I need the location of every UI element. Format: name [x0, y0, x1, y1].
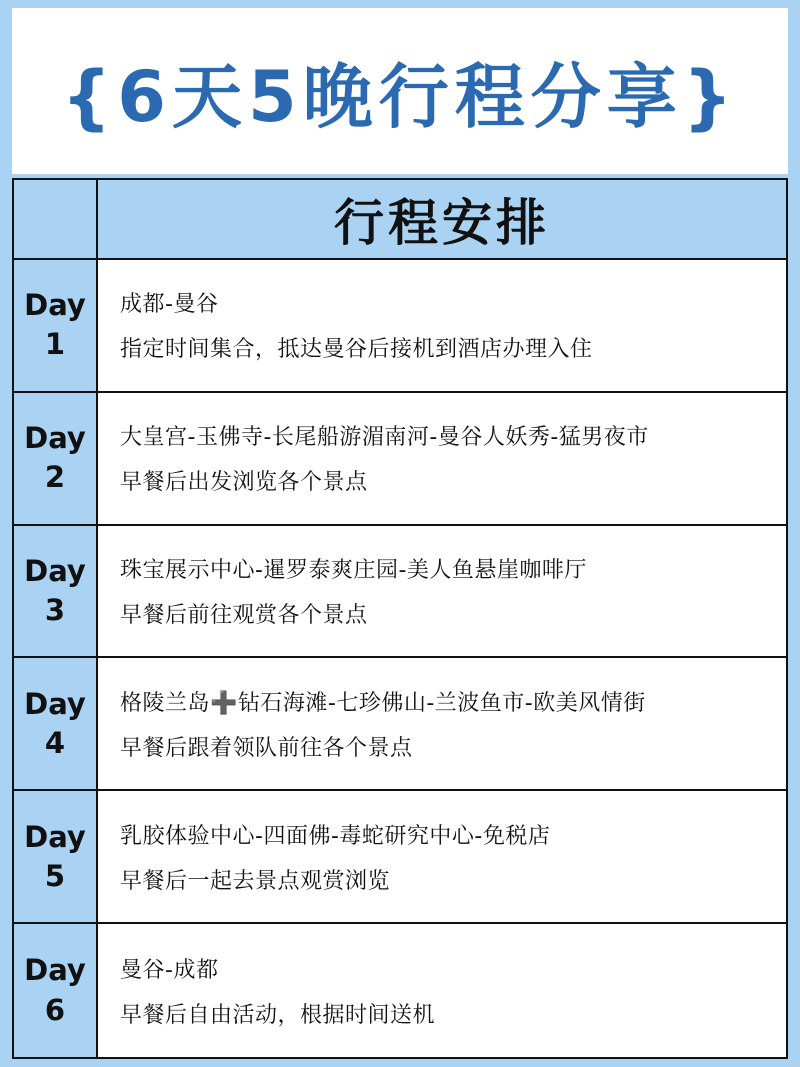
- itinerary-table: [12, 178, 788, 1059]
- day-content-1: [98, 260, 786, 393]
- day-label: Day: [24, 686, 86, 721]
- day-label: Day: [24, 553, 86, 588]
- day-cell-3: [14, 526, 98, 659]
- day-note: 指定时间集合，抵达曼谷后接机到酒店办理入住: [120, 337, 593, 363]
- day-number: 5: [44, 858, 66, 893]
- day-content-3: [98, 526, 786, 659]
- day-route: 乳胶体验中心-四面佛-毒蛇研究中心-免税店: [120, 823, 551, 849]
- day-note: 早餐后自由活动，根据时间送机: [120, 1002, 436, 1028]
- day-note: 早餐后前往观赏各个景点: [120, 603, 368, 629]
- day-route: 格陵兰岛➕钻石海滩-七珍佛山-兰波鱼市-欧美风情街: [120, 690, 646, 716]
- day-route: 成都-曼谷: [120, 292, 219, 318]
- day-label: Day: [24, 288, 86, 323]
- day-number: 4: [44, 725, 66, 760]
- day-label: Day: [24, 953, 86, 988]
- day-note: 早餐后一起去景点观赏浏览: [120, 868, 391, 894]
- day-content-4: [98, 658, 786, 791]
- table-header: [98, 180, 786, 260]
- day-number: 1: [44, 327, 66, 362]
- day-cell-4: [14, 658, 98, 791]
- day-route: 曼谷-成都: [120, 957, 219, 983]
- page-title: {6天5晚行程分享}: [61, 55, 739, 138]
- day-cell-2: [14, 393, 98, 526]
- day-content-5: [98, 791, 786, 924]
- day-cell-1: [14, 260, 98, 393]
- day-content-6: [98, 924, 786, 1057]
- day-route: 大皇宫-玉佛寺-长尾船游湄南河-曼谷人妖秀-猛男夜市: [120, 425, 649, 451]
- day-content-2: [98, 393, 786, 526]
- day-route: 珠宝展示中心-暹罗泰爽庄园-美人鱼悬崖咖啡厅: [120, 558, 587, 584]
- day-cell-5: [14, 791, 98, 924]
- day-note: 早餐后跟着领队前往各个景点: [120, 735, 413, 761]
- day-cell-6: [14, 924, 98, 1057]
- day-note: 早餐后出发浏览各个景点: [120, 470, 368, 496]
- table-header-label: 行程安排: [334, 194, 550, 252]
- title-band: [12, 8, 788, 174]
- table-header-corner: [14, 180, 98, 260]
- day-number: 6: [44, 992, 66, 1027]
- day-number: 2: [44, 460, 66, 495]
- day-number: 3: [44, 593, 66, 628]
- day-label: Day: [24, 819, 86, 854]
- day-label: Day: [24, 421, 86, 456]
